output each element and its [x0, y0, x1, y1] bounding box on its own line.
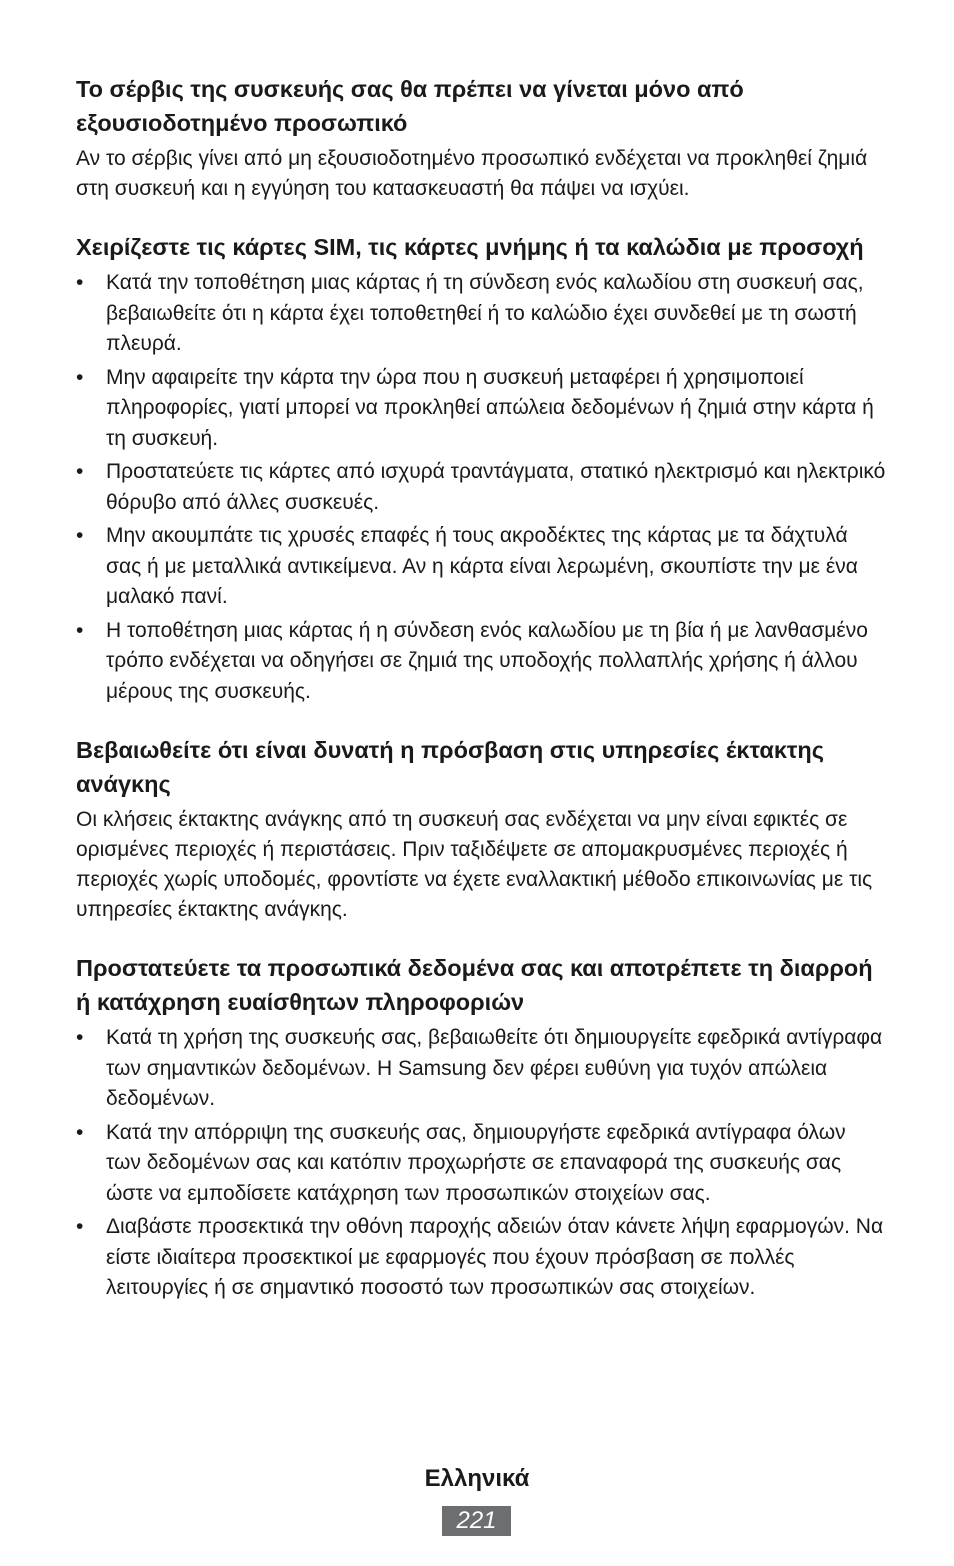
bullet-list — [76, 1023, 886, 1304]
section-heading: Χειρίζεστε τις κάρτες SIM, τις κάρτες μνήμης ή τα καλώδια με προσοχή — [76, 234, 864, 260]
document-page — [76, 72, 886, 1330]
list-item-text: Μην αφαιρείτε την κάρτα την ώρα που η συσκευή μεταφέρει ή χρησιμοποιεί πληροφορίες, γιατί μπορεί να προκληθεί απώλεια δεδομένων ή ζημιά στην κάρτα ή τη συσκευή. — [106, 365, 874, 450]
section-heading: Προστατεύετε τα προσωπικά δεδομένα σας και αποτρέπετε τη διαρροή ή κατάχρηση ευαίσθητων πληροφοριών — [76, 955, 873, 1015]
list-item — [76, 1118, 886, 1210]
bullet-icon: • — [76, 1026, 84, 1049]
list-item-text: Κατά την τοποθέτηση μιας κάρτας ή τη σύνδεση ενός καλωδίου στη συσκευή σας, βεβαιωθείτε ότι η κάρτα έχει τοποθετηθεί ή το καλώδιο έχει συνδεθεί με τη σωστή πλευρά. — [106, 271, 864, 355]
list-item — [76, 268, 886, 360]
section-emergency — [76, 733, 886, 925]
list-item — [76, 363, 886, 455]
bullet-icon: • — [76, 271, 84, 294]
list-item — [76, 457, 886, 518]
list-item-text: Διαβάστε προσεκτικά την οθόνη παροχής αδειών όταν κάνετε λήψη εφαρμογών. Να είστε ιδιαίτερα προσεκτικοί με εφαρμογές που έχουν πρόσβαση σε πολλές λειτουργίες ή σε σημαντικό ποσοστό των προσωπικών σας στοιχείων. — [106, 1215, 884, 1299]
list-item — [76, 521, 886, 613]
bullet-icon: • — [76, 1215, 84, 1238]
list-item-text: Μην ακουμπάτε τις χρυσές επαφές ή τους ακροδέκτες της κάρτας με τα δάχτυλά σας ή με μεταλλικά αντικείμενα. Αν η κάρτα είναι λερωμένη, σκουπίστε την με ένα μαλακό πανί. — [106, 524, 858, 608]
section-paragraph: Οι κλήσεις έκτακτης ανάγκης από τη συσκευή σας ενδέχεται να μην είναι εφικτές σε ορισμένες περιοχές ή περιστάσεις. Πριν ταξιδέψετε σε απομακρυσμένες περιοχές ή περιοχές χωρίς υποδομές, φροντίστε να έχετε εναλλακτική μέθοδο επικοινωνίας με τις υπηρεσίες έκτακτης ανάγκης. — [76, 808, 873, 921]
list-item — [76, 616, 886, 708]
list-item-text: Προστατεύετε τις κάρτες από ισχυρά τραντάγματα, στατικό ηλεκτρισμό και ηλεκτρικό θόρυβο από άλλες συσκευές. — [106, 460, 886, 514]
section-heading: Το σέρβις της συσκευής σας θα πρέπει να γίνεται μόνο από εξουσιοδοτημένο προσωπικό — [76, 76, 744, 136]
list-item-text: Κατά τη χρήση της συσκευής σας, βεβαιωθείτε ότι δημιουργείτε εφεδρικά αντίγραφα των σημαντικών δεδομένων. Η Samsung δεν φέρει ευθύνη για τυχόν απώλεια δεδομένων. — [106, 1026, 883, 1110]
bullet-icon: • — [76, 618, 84, 642]
page-number: 221 — [442, 1506, 511, 1536]
list-item-text: Κατά την απόρριψη της συσκευής σας, δημιουργήστε εφεδρικά αντίγραφα όλων των δεδομένων σας και κατόπιν προχωρήστε σε επαναφορά της συσκευής σας ώστε να εμποδίσετε κατάχρηση των προσωπικών στοιχείων σας. — [106, 1120, 846, 1205]
bullet-icon: • — [76, 365, 84, 389]
section-cards-cables — [76, 230, 886, 707]
list-item-text: Η τοποθέτηση μιας κάρτας ή η σύνδεση ενός καλωδίου με τη βία ή με λανθασμένο τρόπο ενδέχεται να οδηγήσει σε ζημιά της υποδοχής πολλαπλής χρήσης ή άλλου μέρους της συσκευής. — [106, 618, 868, 703]
bullet-list — [76, 268, 886, 707]
list-item — [76, 1212, 886, 1304]
section-service — [76, 72, 886, 204]
section-heading: Βεβαιωθείτε ότι είναι δυνατή η πρόσβαση στις υπηρεσίες έκτακτης ανάγκης — [76, 737, 824, 797]
list-item — [76, 1023, 886, 1115]
section-personal-data — [76, 951, 886, 1304]
bullet-icon: • — [76, 460, 84, 483]
bullet-icon: • — [76, 524, 84, 547]
footer-language-label: Ελληνικά — [424, 1465, 530, 1492]
bullet-icon: • — [76, 1120, 84, 1144]
section-paragraph: Αν το σέρβις γίνει από μη εξουσιοδοτημένο προσωπικό ενδέχεται να προκληθεί ζημιά στη συσκευή και η εγγύηση του κατασκευαστή θα πάψει να ισχύει. — [76, 147, 868, 200]
